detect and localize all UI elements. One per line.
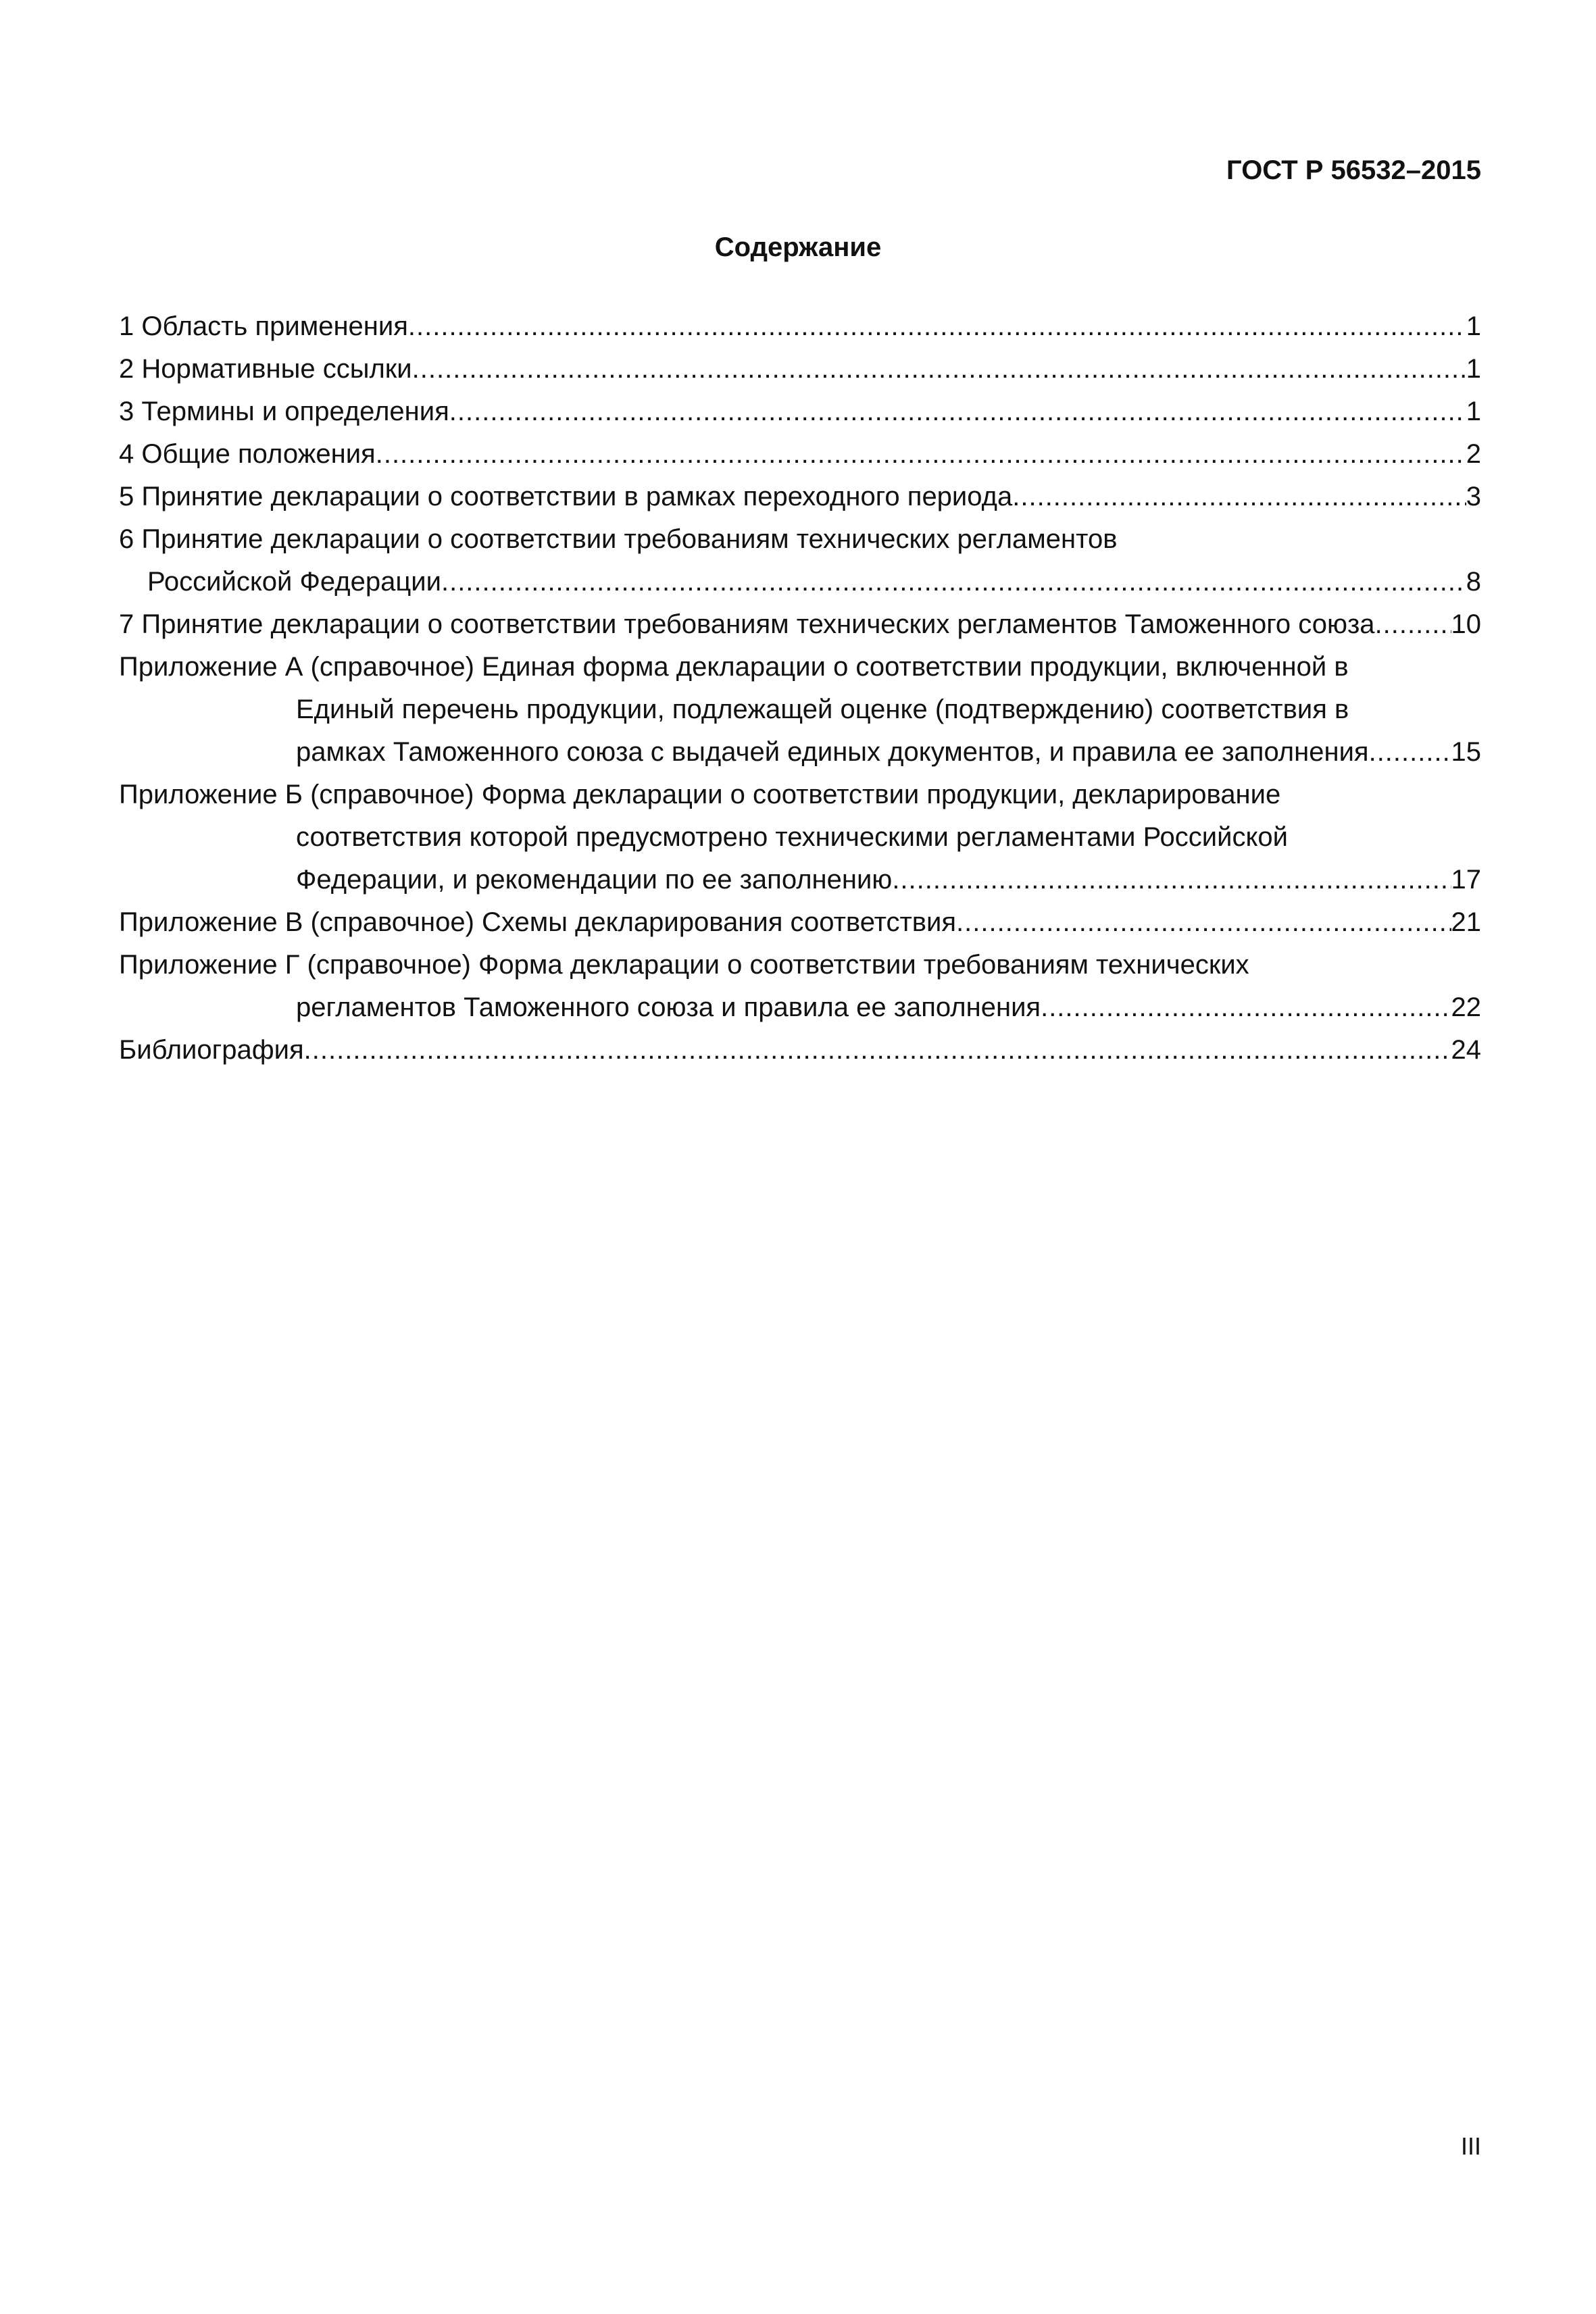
toc-line: [119, 986, 1481, 1029]
toc-line: [119, 731, 1481, 774]
toc-page-number: 1: [1466, 397, 1481, 426]
toc-line: [119, 646, 1481, 688]
toc-entry: [119, 774, 1481, 901]
toc-entry: [119, 348, 1481, 391]
table-of-contents: [119, 305, 1481, 1072]
toc-entry-text: Библиография: [119, 1035, 304, 1065]
toc-entry-text: Единый перечень продукции, подлежащей оценке (подтверждению) соответствия в: [296, 695, 1349, 724]
toc-line: [119, 391, 1481, 433]
toc-entry: [119, 901, 1481, 944]
toc-leader-dots: [304, 1029, 1451, 1072]
toc-entry: [119, 1029, 1481, 1072]
toc-line: [119, 603, 1481, 646]
toc-entry: [119, 944, 1481, 1029]
toc-leader-dots: [1041, 986, 1451, 1029]
toc-line: [119, 859, 1481, 901]
toc-leader-dots: [376, 433, 1466, 476]
toc-page-number: 10: [1451, 609, 1481, 639]
toc-line: [119, 1029, 1481, 1072]
toc-page-number: 15: [1451, 737, 1481, 767]
toc-entry-text: Федерации, и рекомендации по ее заполнению: [296, 865, 893, 895]
toc-entry-text: 7 Принятие декларации о соответствии требованиям технических регламентов Таможенного союза: [119, 609, 1375, 639]
toc-entry: [119, 518, 1481, 603]
toc-leader-dots: [892, 859, 1451, 901]
toc-entry-text: 5 Принятие декларации о соответствии в рамках переходного периода: [119, 482, 1013, 511]
toc-line: [119, 774, 1481, 816]
toc-line: [119, 433, 1481, 476]
toc-entry: [119, 476, 1481, 518]
toc-entry: [119, 433, 1481, 476]
toc-entry-text: Приложение Б (справочное) Форма декларации о соответствии продукции, декларирование: [119, 780, 1281, 809]
page-number: III: [1460, 2132, 1481, 2160]
toc-entry-text: 4 Общие положения: [119, 439, 376, 469]
toc-entry: [119, 646, 1481, 774]
toc-leader-dots: [1369, 731, 1451, 774]
toc-entry-text: соответствия которой предусмотрено техническими регламентами Российской: [296, 822, 1288, 852]
toc-title: Содержание: [714, 232, 882, 262]
toc-leader-dots: [449, 391, 1466, 433]
toc-leader-dots: [412, 348, 1466, 391]
toc-page-number: 3: [1466, 482, 1481, 511]
toc-line: [119, 348, 1481, 391]
toc-entry: [119, 391, 1481, 433]
toc-line: [119, 901, 1481, 944]
toc-page-number: 8: [1466, 567, 1481, 597]
toc-page-number: 1: [1466, 311, 1481, 341]
toc-entry-text: Приложение Г (справочное) Форма декларации о соответствии требованиям технических: [119, 950, 1249, 980]
toc-entry-text: 3 Термины и определения: [119, 397, 449, 426]
toc-entry-text: Приложение А (справочное) Единая форма декларации о соответствии продукции, включенной в: [119, 652, 1349, 682]
toc-page-number: 1: [1466, 354, 1481, 384]
toc-line: [119, 944, 1481, 986]
toc-leader-dots: [1375, 603, 1451, 646]
toc-entry: [119, 603, 1481, 646]
toc-line: [119, 305, 1481, 348]
toc-entry-text: 2 Нормативные ссылки: [119, 354, 412, 384]
toc-line: [119, 476, 1481, 518]
toc-entry-text: 6 Принятие декларации о соответствии требованиям технических регламентов: [119, 524, 1118, 554]
toc-entry-text: Приложение В (справочное) Схемы декларирования соответствия: [119, 907, 957, 937]
toc-leader-dots: [441, 561, 1466, 603]
toc-entry-text: 1 Область применения: [119, 311, 408, 341]
toc-page-number: 17: [1451, 865, 1481, 895]
toc-entry: [119, 305, 1481, 348]
toc-leader-dots: [956, 901, 1451, 944]
toc-entry-text: Российской Федерации: [147, 567, 441, 597]
toc-entry-text: регламентов Таможенного союза и правила ее заполнения: [296, 992, 1041, 1022]
document-code: ГОСТ Р 56532–2015: [1226, 155, 1481, 185]
toc-leader-dots: [1012, 476, 1466, 518]
toc-line: [119, 688, 1481, 731]
toc-page-number: 24: [1451, 1035, 1481, 1065]
toc-entry-text: рамках Таможенного союза с выдачей единых документов, и правила ее заполнения: [296, 737, 1369, 767]
toc-page-number: 22: [1451, 992, 1481, 1022]
toc-page-number: 2: [1466, 439, 1481, 469]
toc-leader-dots: [408, 305, 1466, 348]
toc-page-number: 21: [1451, 907, 1481, 937]
toc-line: [119, 561, 1481, 603]
toc-line: [119, 816, 1481, 859]
toc-line: [119, 518, 1481, 561]
